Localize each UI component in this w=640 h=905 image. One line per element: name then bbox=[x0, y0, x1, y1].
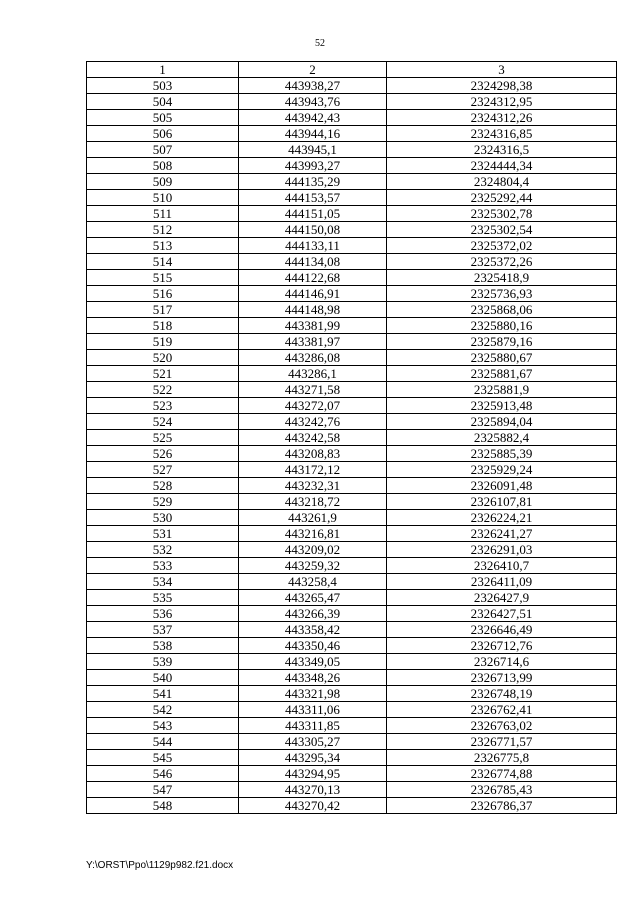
point-number-cell: 509 bbox=[87, 174, 239, 190]
table-row bbox=[87, 318, 617, 334]
table-row bbox=[87, 478, 617, 494]
table-row bbox=[87, 254, 617, 270]
table-row bbox=[87, 782, 617, 798]
y-coordinate-cell: 2326107,81 bbox=[387, 494, 617, 510]
y-coordinate-cell: 2325882,4 bbox=[387, 430, 617, 446]
x-coordinate-cell: 444151,05 bbox=[239, 206, 387, 222]
column-header-3: 3 bbox=[387, 62, 617, 78]
x-coordinate-cell: 443208,83 bbox=[239, 446, 387, 462]
point-number-cell: 515 bbox=[87, 270, 239, 286]
table-row bbox=[87, 686, 617, 702]
table-row bbox=[87, 702, 617, 718]
y-coordinate-cell: 2324312,26 bbox=[387, 110, 617, 126]
point-number-cell: 518 bbox=[87, 318, 239, 334]
y-coordinate-cell: 2324316,5 bbox=[387, 142, 617, 158]
table-row bbox=[87, 78, 617, 94]
table-row bbox=[87, 462, 617, 478]
page-number: 52 bbox=[315, 38, 325, 49]
column-header-1: 1 bbox=[87, 62, 239, 78]
y-coordinate-cell: 2326714,6 bbox=[387, 654, 617, 670]
x-coordinate-cell: 443270,42 bbox=[239, 798, 387, 814]
y-coordinate-cell: 2326771,57 bbox=[387, 734, 617, 750]
point-number-cell: 508 bbox=[87, 158, 239, 174]
x-coordinate-cell: 443349,05 bbox=[239, 654, 387, 670]
table-row bbox=[87, 510, 617, 526]
x-coordinate-cell: 443305,27 bbox=[239, 734, 387, 750]
x-coordinate-cell: 443381,97 bbox=[239, 334, 387, 350]
y-coordinate-cell: 2325292,44 bbox=[387, 190, 617, 206]
x-coordinate-cell: 443261,9 bbox=[239, 510, 387, 526]
x-coordinate-cell: 443270,13 bbox=[239, 782, 387, 798]
point-number-cell: 527 bbox=[87, 462, 239, 478]
y-coordinate-cell: 2326763,02 bbox=[387, 718, 617, 734]
x-coordinate-cell: 443944,16 bbox=[239, 126, 387, 142]
point-number-cell: 516 bbox=[87, 286, 239, 302]
table-row bbox=[87, 734, 617, 750]
point-number-cell: 533 bbox=[87, 558, 239, 574]
x-coordinate-cell: 443348,26 bbox=[239, 670, 387, 686]
point-number-cell: 530 bbox=[87, 510, 239, 526]
x-coordinate-cell: 443259,32 bbox=[239, 558, 387, 574]
table-row bbox=[87, 542, 617, 558]
point-number-cell: 542 bbox=[87, 702, 239, 718]
coordinates-table bbox=[86, 61, 617, 814]
x-coordinate-cell: 443350,46 bbox=[239, 638, 387, 654]
table-row bbox=[87, 750, 617, 766]
table-row bbox=[87, 222, 617, 238]
point-number-cell: 529 bbox=[87, 494, 239, 510]
y-coordinate-cell: 2326762,41 bbox=[387, 702, 617, 718]
point-number-cell: 517 bbox=[87, 302, 239, 318]
x-coordinate-cell: 444150,08 bbox=[239, 222, 387, 238]
x-coordinate-cell: 444122,68 bbox=[239, 270, 387, 286]
x-coordinate-cell: 443993,27 bbox=[239, 158, 387, 174]
y-coordinate-cell: 2325881,67 bbox=[387, 366, 617, 382]
x-coordinate-cell: 443258,4 bbox=[239, 574, 387, 590]
table-row bbox=[87, 190, 617, 206]
y-coordinate-cell: 2326713,99 bbox=[387, 670, 617, 686]
table-row bbox=[87, 286, 617, 302]
y-coordinate-cell: 2325302,78 bbox=[387, 206, 617, 222]
x-coordinate-cell: 444146,91 bbox=[239, 286, 387, 302]
x-coordinate-cell: 443232,31 bbox=[239, 478, 387, 494]
x-coordinate-cell: 443943,76 bbox=[239, 94, 387, 110]
x-coordinate-cell: 443266,39 bbox=[239, 606, 387, 622]
y-coordinate-cell: 2324312,95 bbox=[387, 94, 617, 110]
y-coordinate-cell: 2325302,54 bbox=[387, 222, 617, 238]
table-row bbox=[87, 398, 617, 414]
y-coordinate-cell: 2325881,9 bbox=[387, 382, 617, 398]
y-coordinate-cell: 2326291,03 bbox=[387, 542, 617, 558]
point-number-cell: 524 bbox=[87, 414, 239, 430]
point-number-cell: 548 bbox=[87, 798, 239, 814]
x-coordinate-cell: 444134,08 bbox=[239, 254, 387, 270]
x-coordinate-cell: 443265,47 bbox=[239, 590, 387, 606]
point-number-cell: 547 bbox=[87, 782, 239, 798]
table-row bbox=[87, 350, 617, 366]
y-coordinate-cell: 2325880,67 bbox=[387, 350, 617, 366]
table-row bbox=[87, 94, 617, 110]
y-coordinate-cell: 2325894,04 bbox=[387, 414, 617, 430]
point-number-cell: 537 bbox=[87, 622, 239, 638]
table-row bbox=[87, 526, 617, 542]
point-number-cell: 541 bbox=[87, 686, 239, 702]
y-coordinate-cell: 2325885,39 bbox=[387, 446, 617, 462]
table-row bbox=[87, 446, 617, 462]
point-number-cell: 511 bbox=[87, 206, 239, 222]
y-coordinate-cell: 2324444,34 bbox=[387, 158, 617, 174]
point-number-cell: 538 bbox=[87, 638, 239, 654]
x-coordinate-cell: 443216,81 bbox=[239, 526, 387, 542]
x-coordinate-cell: 443938,27 bbox=[239, 78, 387, 94]
x-coordinate-cell: 444148,98 bbox=[239, 302, 387, 318]
point-number-cell: 504 bbox=[87, 94, 239, 110]
x-coordinate-cell: 443272,07 bbox=[239, 398, 387, 414]
document-file-path: Y:\ORST\Ppo\1129p982.f21.docx bbox=[86, 860, 234, 871]
y-coordinate-cell: 2324298,38 bbox=[387, 78, 617, 94]
table-row bbox=[87, 590, 617, 606]
x-coordinate-cell: 443358,42 bbox=[239, 622, 387, 638]
table-row bbox=[87, 142, 617, 158]
y-coordinate-cell: 2326748,19 bbox=[387, 686, 617, 702]
y-coordinate-cell: 2325418,9 bbox=[387, 270, 617, 286]
y-coordinate-cell: 2326241,27 bbox=[387, 526, 617, 542]
y-coordinate-cell: 2324316,85 bbox=[387, 126, 617, 142]
y-coordinate-cell: 2326785,43 bbox=[387, 782, 617, 798]
point-number-cell: 539 bbox=[87, 654, 239, 670]
point-number-cell: 526 bbox=[87, 446, 239, 462]
x-coordinate-cell: 443242,76 bbox=[239, 414, 387, 430]
table-row bbox=[87, 494, 617, 510]
point-number-cell: 522 bbox=[87, 382, 239, 398]
x-coordinate-cell: 443172,12 bbox=[239, 462, 387, 478]
point-number-cell: 540 bbox=[87, 670, 239, 686]
table-row bbox=[87, 206, 617, 222]
table-row bbox=[87, 334, 617, 350]
y-coordinate-cell: 2325372,26 bbox=[387, 254, 617, 270]
x-coordinate-cell: 443294,95 bbox=[239, 766, 387, 782]
point-number-cell: 520 bbox=[87, 350, 239, 366]
y-coordinate-cell: 2325879,16 bbox=[387, 334, 617, 350]
table-row bbox=[87, 366, 617, 382]
x-coordinate-cell: 443271,58 bbox=[239, 382, 387, 398]
x-coordinate-cell: 443286,1 bbox=[239, 366, 387, 382]
x-coordinate-cell: 443295,34 bbox=[239, 750, 387, 766]
point-number-cell: 544 bbox=[87, 734, 239, 750]
y-coordinate-cell: 2326224,21 bbox=[387, 510, 617, 526]
table-row bbox=[87, 238, 617, 254]
y-coordinate-cell: 2325913,48 bbox=[387, 398, 617, 414]
table-row bbox=[87, 430, 617, 446]
point-number-cell: 503 bbox=[87, 78, 239, 94]
table-row bbox=[87, 414, 617, 430]
point-number-cell: 507 bbox=[87, 142, 239, 158]
y-coordinate-cell: 2326786,37 bbox=[387, 798, 617, 814]
x-coordinate-cell: 443311,06 bbox=[239, 702, 387, 718]
y-coordinate-cell: 2325736,93 bbox=[387, 286, 617, 302]
x-coordinate-cell: 443945,1 bbox=[239, 142, 387, 158]
point-number-cell: 505 bbox=[87, 110, 239, 126]
table-row bbox=[87, 638, 617, 654]
x-coordinate-cell: 443218,72 bbox=[239, 494, 387, 510]
table-row bbox=[87, 574, 617, 590]
y-coordinate-cell: 2326427,9 bbox=[387, 590, 617, 606]
table-row bbox=[87, 718, 617, 734]
y-coordinate-cell: 2325372,02 bbox=[387, 238, 617, 254]
x-coordinate-cell: 443311,85 bbox=[239, 718, 387, 734]
table-row bbox=[87, 126, 617, 142]
y-coordinate-cell: 2325868,06 bbox=[387, 302, 617, 318]
table-body bbox=[87, 78, 617, 814]
point-number-cell: 545 bbox=[87, 750, 239, 766]
x-coordinate-cell: 443321,98 bbox=[239, 686, 387, 702]
x-coordinate-cell: 444133,11 bbox=[239, 238, 387, 254]
point-number-cell: 512 bbox=[87, 222, 239, 238]
table-row bbox=[87, 174, 617, 190]
table-row bbox=[87, 654, 617, 670]
table-row bbox=[87, 606, 617, 622]
point-number-cell: 536 bbox=[87, 606, 239, 622]
table-row bbox=[87, 302, 617, 318]
y-coordinate-cell: 2326774,88 bbox=[387, 766, 617, 782]
y-coordinate-cell: 2325929,24 bbox=[387, 462, 617, 478]
table-row bbox=[87, 158, 617, 174]
point-number-cell: 543 bbox=[87, 718, 239, 734]
point-number-cell: 510 bbox=[87, 190, 239, 206]
point-number-cell: 528 bbox=[87, 478, 239, 494]
point-number-cell: 521 bbox=[87, 366, 239, 382]
table-row bbox=[87, 622, 617, 638]
column-header-2: 2 bbox=[239, 62, 387, 78]
x-coordinate-cell: 443942,43 bbox=[239, 110, 387, 126]
table-row bbox=[87, 382, 617, 398]
x-coordinate-cell: 443381,99 bbox=[239, 318, 387, 334]
table-row bbox=[87, 766, 617, 782]
y-coordinate-cell: 2326411,09 bbox=[387, 574, 617, 590]
y-coordinate-cell: 2326646,49 bbox=[387, 622, 617, 638]
table-row bbox=[87, 670, 617, 686]
point-number-cell: 506 bbox=[87, 126, 239, 142]
y-coordinate-cell: 2326427,51 bbox=[387, 606, 617, 622]
y-coordinate-cell: 2326091,48 bbox=[387, 478, 617, 494]
x-coordinate-cell: 444153,57 bbox=[239, 190, 387, 206]
point-number-cell: 519 bbox=[87, 334, 239, 350]
table-header-row bbox=[87, 62, 617, 78]
table-row bbox=[87, 798, 617, 814]
table-row bbox=[87, 110, 617, 126]
y-coordinate-cell: 2324804,4 bbox=[387, 174, 617, 190]
x-coordinate-cell: 443209,02 bbox=[239, 542, 387, 558]
point-number-cell: 523 bbox=[87, 398, 239, 414]
point-number-cell: 513 bbox=[87, 238, 239, 254]
point-number-cell: 535 bbox=[87, 590, 239, 606]
x-coordinate-cell: 443286,08 bbox=[239, 350, 387, 366]
y-coordinate-cell: 2326775,8 bbox=[387, 750, 617, 766]
point-number-cell: 514 bbox=[87, 254, 239, 270]
table-row bbox=[87, 558, 617, 574]
point-number-cell: 531 bbox=[87, 526, 239, 542]
y-coordinate-cell: 2326410,7 bbox=[387, 558, 617, 574]
y-coordinate-cell: 2325880,16 bbox=[387, 318, 617, 334]
point-number-cell: 532 bbox=[87, 542, 239, 558]
table-row bbox=[87, 270, 617, 286]
y-coordinate-cell: 2326712,76 bbox=[387, 638, 617, 654]
point-number-cell: 546 bbox=[87, 766, 239, 782]
x-coordinate-cell: 443242,58 bbox=[239, 430, 387, 446]
x-coordinate-cell: 444135,29 bbox=[239, 174, 387, 190]
point-number-cell: 534 bbox=[87, 574, 239, 590]
point-number-cell: 525 bbox=[87, 430, 239, 446]
